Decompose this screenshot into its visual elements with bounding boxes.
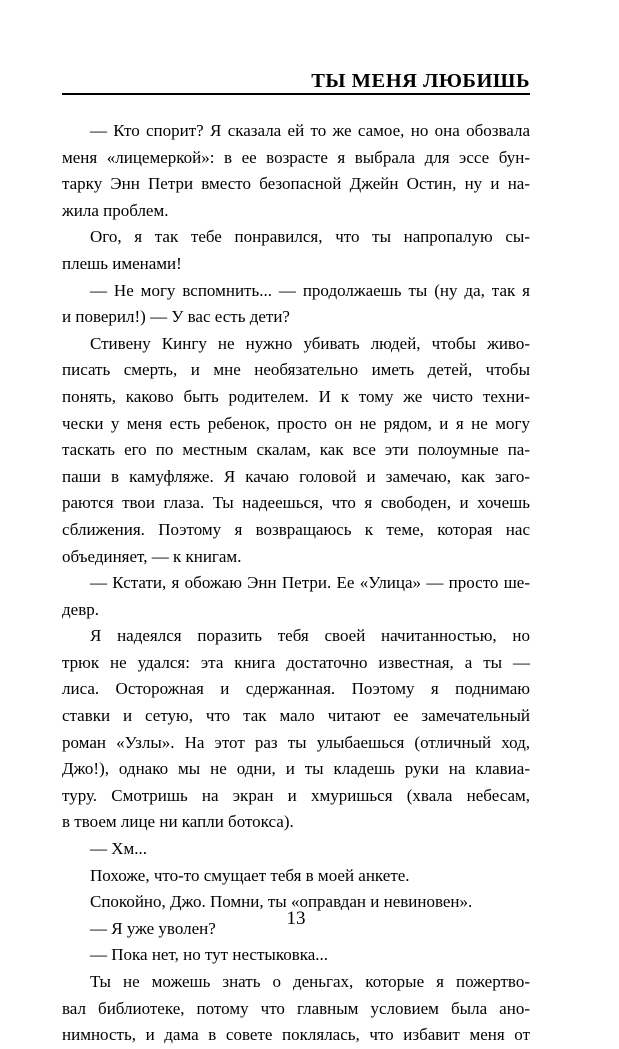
running-head: ТЫ МЕНЯ ЛЮБИШЬ bbox=[311, 70, 530, 92]
text-line: Похоже, что-то смущает тебя в моей анкете. bbox=[90, 865, 410, 885]
text-line: роман «Узлы». На этот раз ты улыбаешься (отличный ход, bbox=[62, 732, 530, 752]
text-line: писать смерть, и мне необязательно иметь детей, чтобы bbox=[62, 360, 530, 380]
text-line: раются твои глаза. Ты надеешься, что я свободен, и хочешь bbox=[62, 493, 530, 513]
text-line: — Пока нет, но тут нестыковка... bbox=[90, 945, 329, 965]
header-rule bbox=[62, 93, 530, 95]
text-line: Я надеялся поразить тебя своей начитанностью, но bbox=[90, 626, 530, 646]
text-line: — Кстати, я обожаю Энн Петри. Ее «Улица» — просто ше- bbox=[90, 573, 530, 593]
text-line: нимность, и дама в совете поклялась, что избавит меня от bbox=[62, 1025, 530, 1045]
text-line: ставки и сетую, что так мало читают ее замечательный bbox=[62, 706, 530, 726]
text-line: в твоем лице ни капли ботокса). bbox=[62, 812, 294, 832]
text-line: таскать его по местным скалам, как все эти полоумные па- bbox=[62, 440, 530, 460]
text-line: вал библиотеке, потому что главным условием была ано- bbox=[62, 998, 530, 1018]
text-line: трюк не удался: эта книга достаточно известная, а ты — bbox=[62, 652, 530, 672]
text-line: — Я уже уволен? bbox=[90, 918, 216, 938]
text-line: меня «лицемеркой»: в ее возрасте я выбрала для эссе бун- bbox=[62, 147, 530, 167]
text-line: девр. bbox=[62, 599, 99, 619]
text-line: туру. Смотришь на экран и хмуришься (хвала небесам, bbox=[62, 785, 530, 805]
text-line: — Кто спорит? Я сказала ей то же самое, но она обозвала bbox=[90, 121, 530, 140]
text-line: и поверил!) — У вас есть дети? bbox=[62, 307, 290, 327]
text-line: — Хм... bbox=[90, 839, 148, 859]
text-line: Спокойно, Джо. Помни, ты «оправдан и невиновен». bbox=[90, 892, 473, 912]
text-line: — Не могу вспомнить... — продолжаешь ты (ну да, так я bbox=[90, 280, 530, 300]
text-line: жила проблем. bbox=[62, 200, 169, 220]
text-line: сближения. Поэтому я возвращаюсь к теме, которая нас bbox=[62, 519, 530, 539]
text-line: Ого, я так тебе понравился, что ты напропалую сы- bbox=[90, 227, 530, 247]
text-line: объединяет, — к книгам. bbox=[62, 546, 242, 566]
text-line: понять, каково быть родителем. И к тому же чисто техни- bbox=[62, 386, 530, 406]
page-number: 13 bbox=[286, 908, 306, 929]
text-line: Джо!), однако мы не одни, и ты кладешь руки на клавиа- bbox=[62, 759, 530, 779]
text-line: тарку Энн Петри вместо безопасной Джейн Остин, ну и на- bbox=[62, 174, 530, 194]
text-line: Стивену Кингу не нужно убивать людей, чтобы живо- bbox=[90, 333, 530, 353]
text-line: Ты не можешь знать о деньгах, которые я пожертво- bbox=[90, 972, 530, 991]
text-line: чески у меня есть ребенок, просто он не рядом, и я не могу bbox=[62, 413, 530, 433]
text-line: плешь именами! bbox=[62, 253, 182, 273]
text-line: паши в камуфляже. Я качаю головой и замечаю, как заго- bbox=[62, 466, 530, 486]
text-line: лиса. Осторожная и сдержанная. Поэтому я поднимаю bbox=[62, 679, 530, 699]
